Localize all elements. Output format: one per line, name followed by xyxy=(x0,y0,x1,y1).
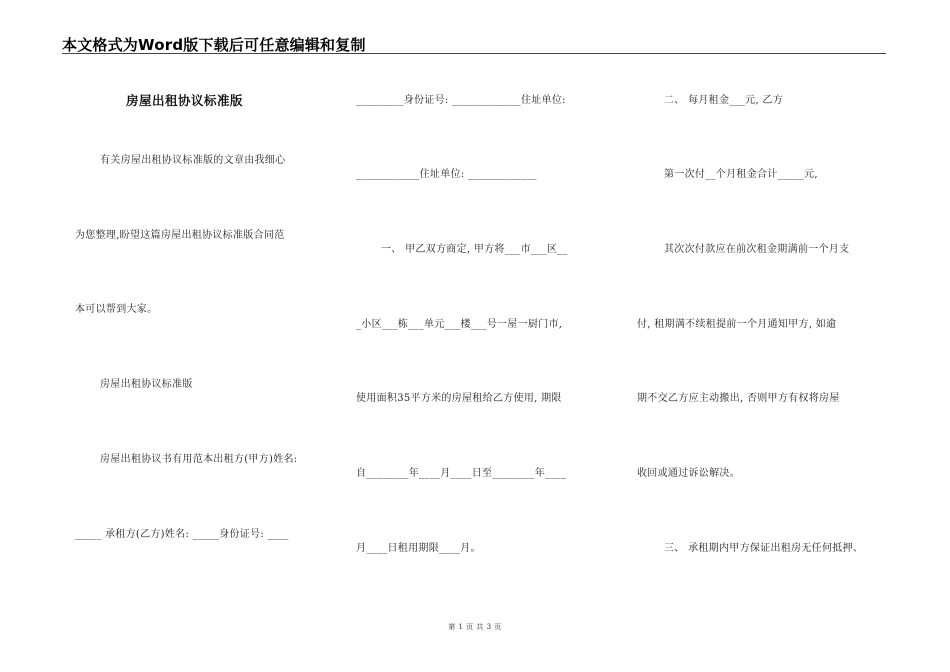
paragraph-line: 三、 承租期内甲方保证出租房无任何抵押、 xyxy=(664,543,864,554)
paragraph-line: _________身份证号: _____________住址单位: xyxy=(356,95,566,106)
paragraph-line: 为您整理,盼望这篇房屋出租协议标准版合同范 xyxy=(75,230,285,241)
paragraph-line: 自________年____月____日至________年____ xyxy=(356,468,567,479)
text-column-2 xyxy=(356,0,608,672)
document-title: 房屋出租协议标准版 xyxy=(126,93,244,108)
text-column-1 xyxy=(75,0,327,672)
paragraph-line: 本可以帮到大家。 xyxy=(75,304,158,315)
paragraph-line: 月____日租用期限____月。 xyxy=(356,543,481,554)
paragraph-line: 期不交乙方应主动搬出, 否则甲方有权将房屋 xyxy=(637,393,840,404)
section-heading: 房屋出租协议标准版 xyxy=(100,379,193,390)
paragraph-line: 其次次付款应在前次租金期满前一个月支 xyxy=(664,244,850,255)
paragraph-line: 一、 甲乙双方商定, 甲方将___市___区__ xyxy=(381,244,568,255)
paragraph-line: _小区___栋___单元___楼___号一屋一厨门市, xyxy=(356,319,563,330)
text-column-3 xyxy=(637,0,889,672)
paragraph-line: 房屋出租协议书有用范本出租方(甲方)姓名: xyxy=(100,454,298,465)
page-number: 第 1 页 共 3 页 xyxy=(448,623,502,631)
paragraph-line: _____ 承租方(乙方)姓名: _____身份证号: ____ xyxy=(75,529,289,540)
paragraph-line: ____________住址单位: _____________ xyxy=(356,169,537,180)
paragraph-line: 第一次付__个月租金合计_____元, xyxy=(664,169,818,180)
paragraph-line: 二、 每月租金___元, 乙方 xyxy=(664,95,784,106)
header-title: 本文格式为Word版下载后可任意编辑和复制 xyxy=(62,36,366,54)
paragraph-line: 付, 租期满不续租提前一个月通知甲方, 如逾 xyxy=(637,319,837,330)
paragraph-line: 有关房屋出租协议标准版的文章由我细心 xyxy=(100,155,286,166)
paragraph-line: 使用面积35平方米的房屋租给乙方使用, 期限 xyxy=(356,393,562,404)
paragraph-line: 收回或通过诉讼解决。 xyxy=(637,468,740,479)
